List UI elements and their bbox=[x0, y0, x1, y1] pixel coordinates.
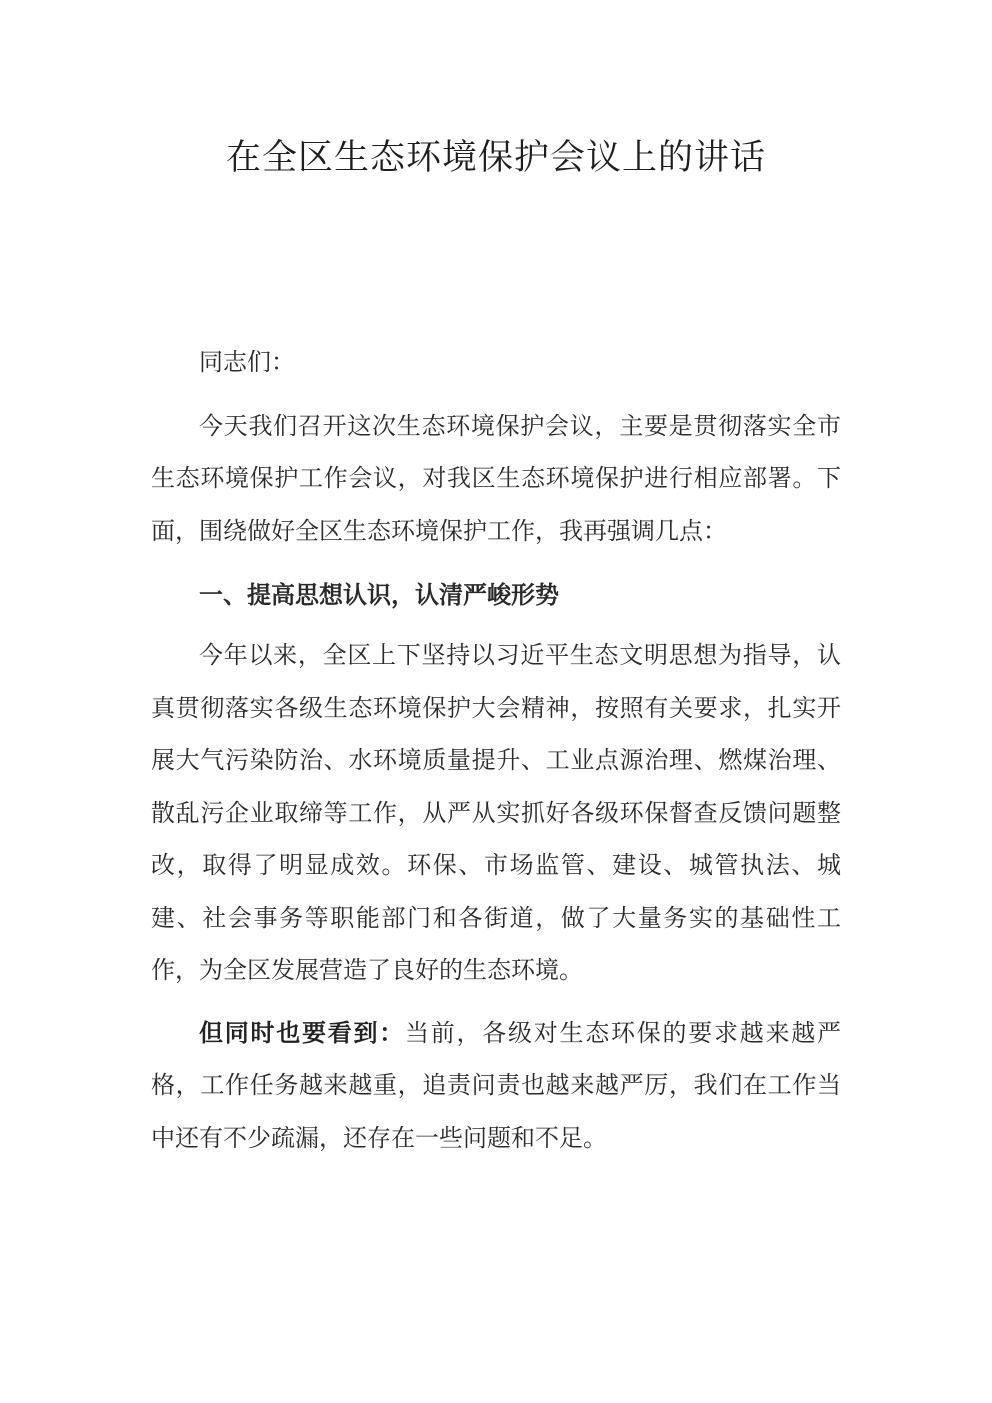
section-heading-1: 一、提高思想认识，认清严峻形势 bbox=[199, 581, 559, 609]
salutation: 同志们： bbox=[199, 348, 295, 376]
paragraph-lead-text: 但同时也要看到： bbox=[199, 1018, 405, 1047]
paragraph-problems bbox=[151, 1007, 841, 1165]
document-title: 在全区生态环境保护会议上的讲话 bbox=[225, 138, 766, 178]
document-body bbox=[151, 336, 841, 1164]
paragraph-body-text: 当前，各级对生态环保的要求越来越严格，工作任务越来越重，追责问责也越来越严厉，我们在工作当中还有不少疏漏，还存在一些问题和不足。 bbox=[151, 1018, 841, 1152]
paragraph-achievements: 今年以来，全区上下坚持以习近平生态文明思想为指导，认真贯彻落实各级生态环境保护大会精神，按照有关要求，扎实开展大气污染防治、水环境质量提升、工业点源治理、燃煤治理、散乱污企业取缔等工作，从严从实抓好各级环保督查反馈问题整改，取得了明显成效。环保、市场监管、建设、城管执法、城建、社会事务等职能部门和各街道，做了大量务实的基础性工作，为全区发展营造了良好的生态环境。 bbox=[151, 641, 841, 984]
paragraph-intro: 今天我们召开这次生态环境保护会议，主要是贯彻落实全市生态环境保护工作会议，对我区生态环境保护进行相应部署。下面，围绕做好全区生态环境保护工作，我再强调几点： bbox=[151, 411, 841, 545]
